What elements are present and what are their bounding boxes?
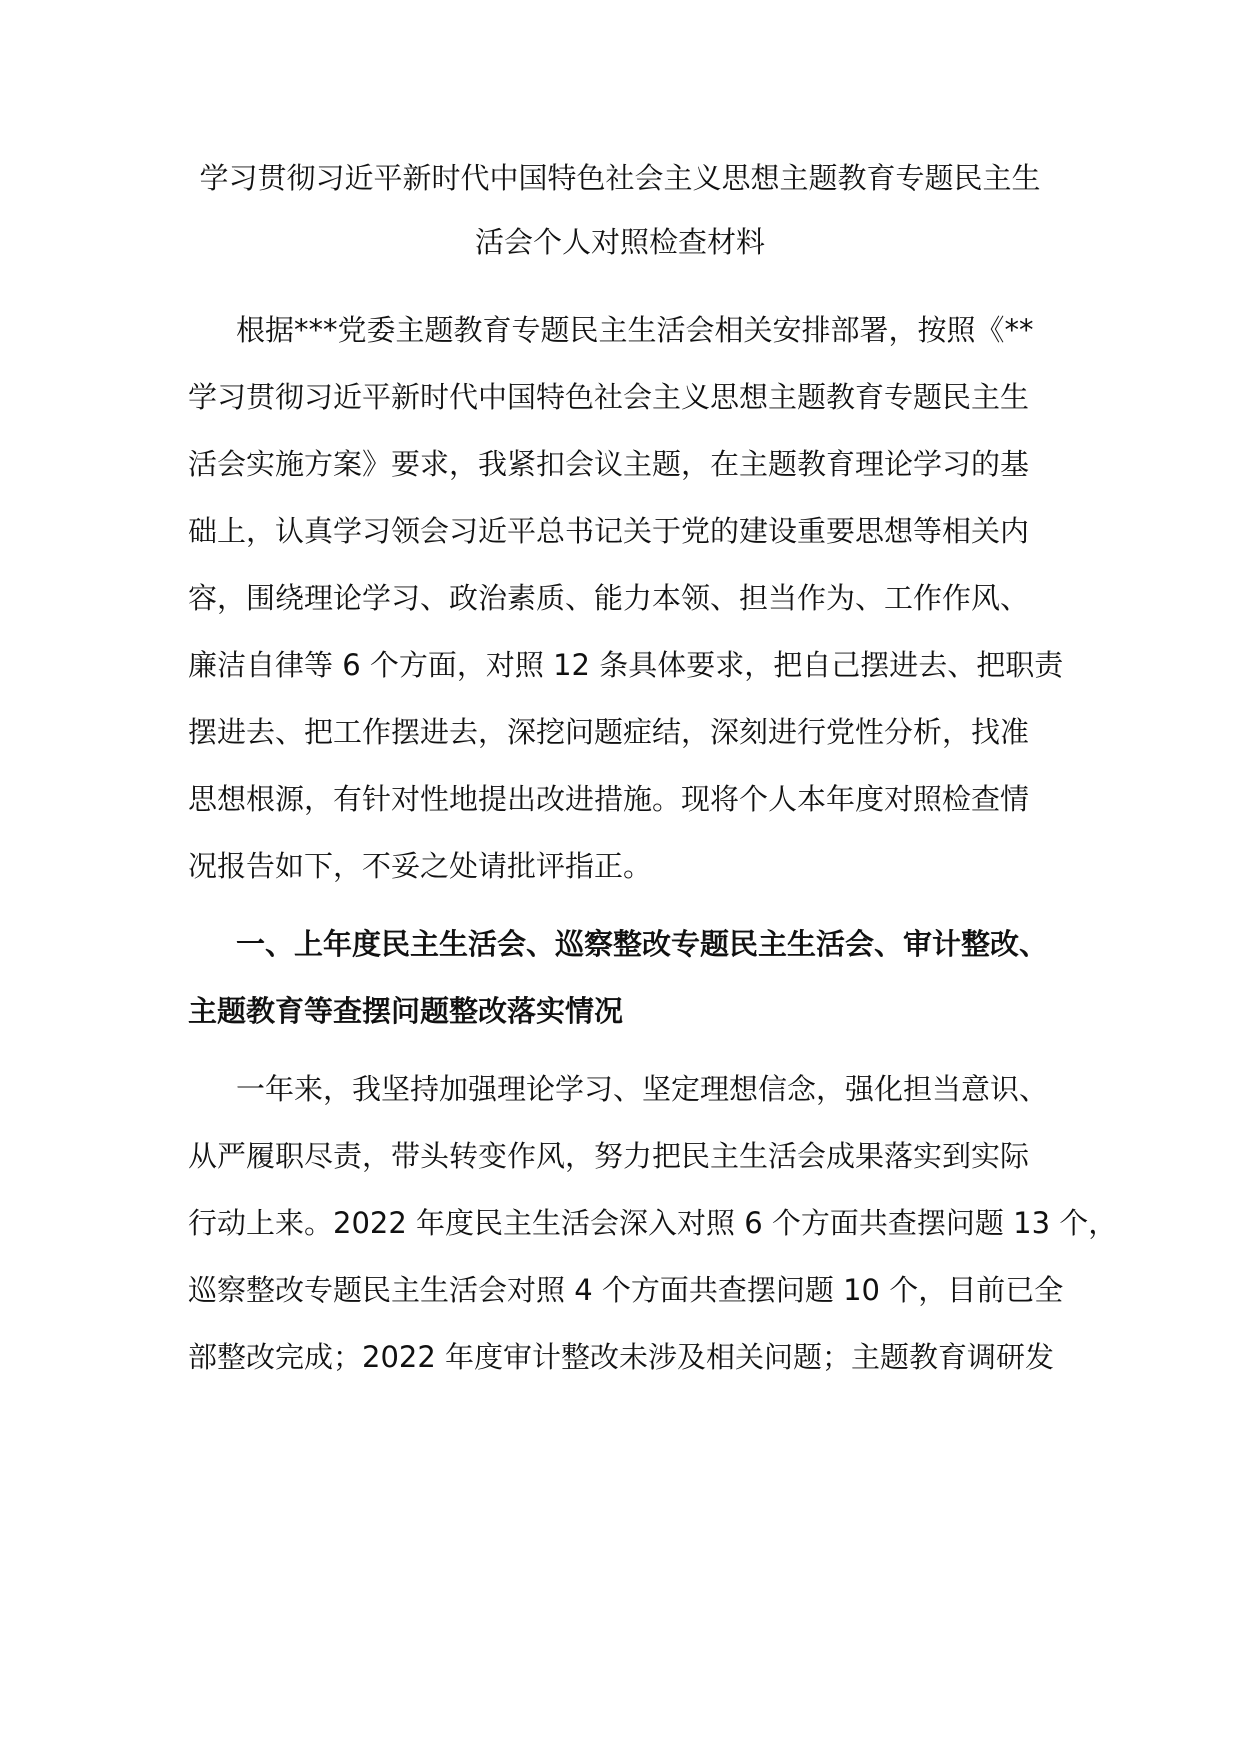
intro-paragraph-line: 础上，认真学习领会习近平总书记关于党的建设重要思想等相关内 [188, 514, 1030, 548]
section-paragraph-line: 一年来，我坚持加强理论学习、坚定理想信念，强化担当意识、 [236, 1072, 1049, 1106]
intro-paragraph-line: 活会实施方案》要求，我紧扣会议主题，在主题教育理论学习的基 [188, 447, 1030, 481]
intro-paragraph-line: 学习贯彻习近平新时代中国特色社会主义思想主题教育专题民主生 [188, 380, 1030, 414]
section-paragraph-line: 巡察整改专题民主生活会对照 4 个方面共查摆问题 10 个，目前已全 [188, 1273, 1064, 1307]
section-heading-line: 主题教育等查摆问题整改落实情况 [188, 994, 624, 1028]
intro-paragraph-line: 摆进去、把工作摆进去，深挖问题症结，深刻进行党性分析，找准 [188, 715, 1030, 749]
intro-paragraph-line: 根据***党委主题教育专题民主生活会相关安排部署，按照《** [236, 313, 1034, 347]
intro-paragraph-line: 况报告如下，不妥之处请批评指正。 [188, 849, 653, 883]
section-paragraph-line: 部整改完成；2022 年度审计整改未涉及相关问题；主题教育调研发 [188, 1340, 1055, 1374]
section-paragraph-line: 从严履职尽责，带头转变作风，努力把民主生活会成果落实到实际 [188, 1139, 1030, 1173]
section-heading-line: 一、上年度民主生活会、巡察整改专题民主生活会、审计整改、 [236, 927, 1049, 961]
document-title-line-1: 学习贯彻习近平新时代中国特色社会主义思想主题教育专题民主生 [199, 161, 1041, 195]
document-title-line-2: 活会个人对照检查材料 [474, 225, 765, 259]
intro-paragraph-line: 廉洁自律等 6 个方面，对照 12 条具体要求，把自己摆进去、把职责 [188, 648, 1064, 682]
section-paragraph-line: 行动上来。2022 年度民主生活会深入对照 6 个方面共查摆问题 13 个， [188, 1206, 1118, 1240]
intro-paragraph-line: 容，围绕理论学习、政治素质、能力本领、担当作为、工作作风、 [188, 581, 1030, 615]
intro-paragraph-line: 思想根源，有针对性地提出改进措施。现将个人本年度对照检查情 [188, 782, 1030, 816]
